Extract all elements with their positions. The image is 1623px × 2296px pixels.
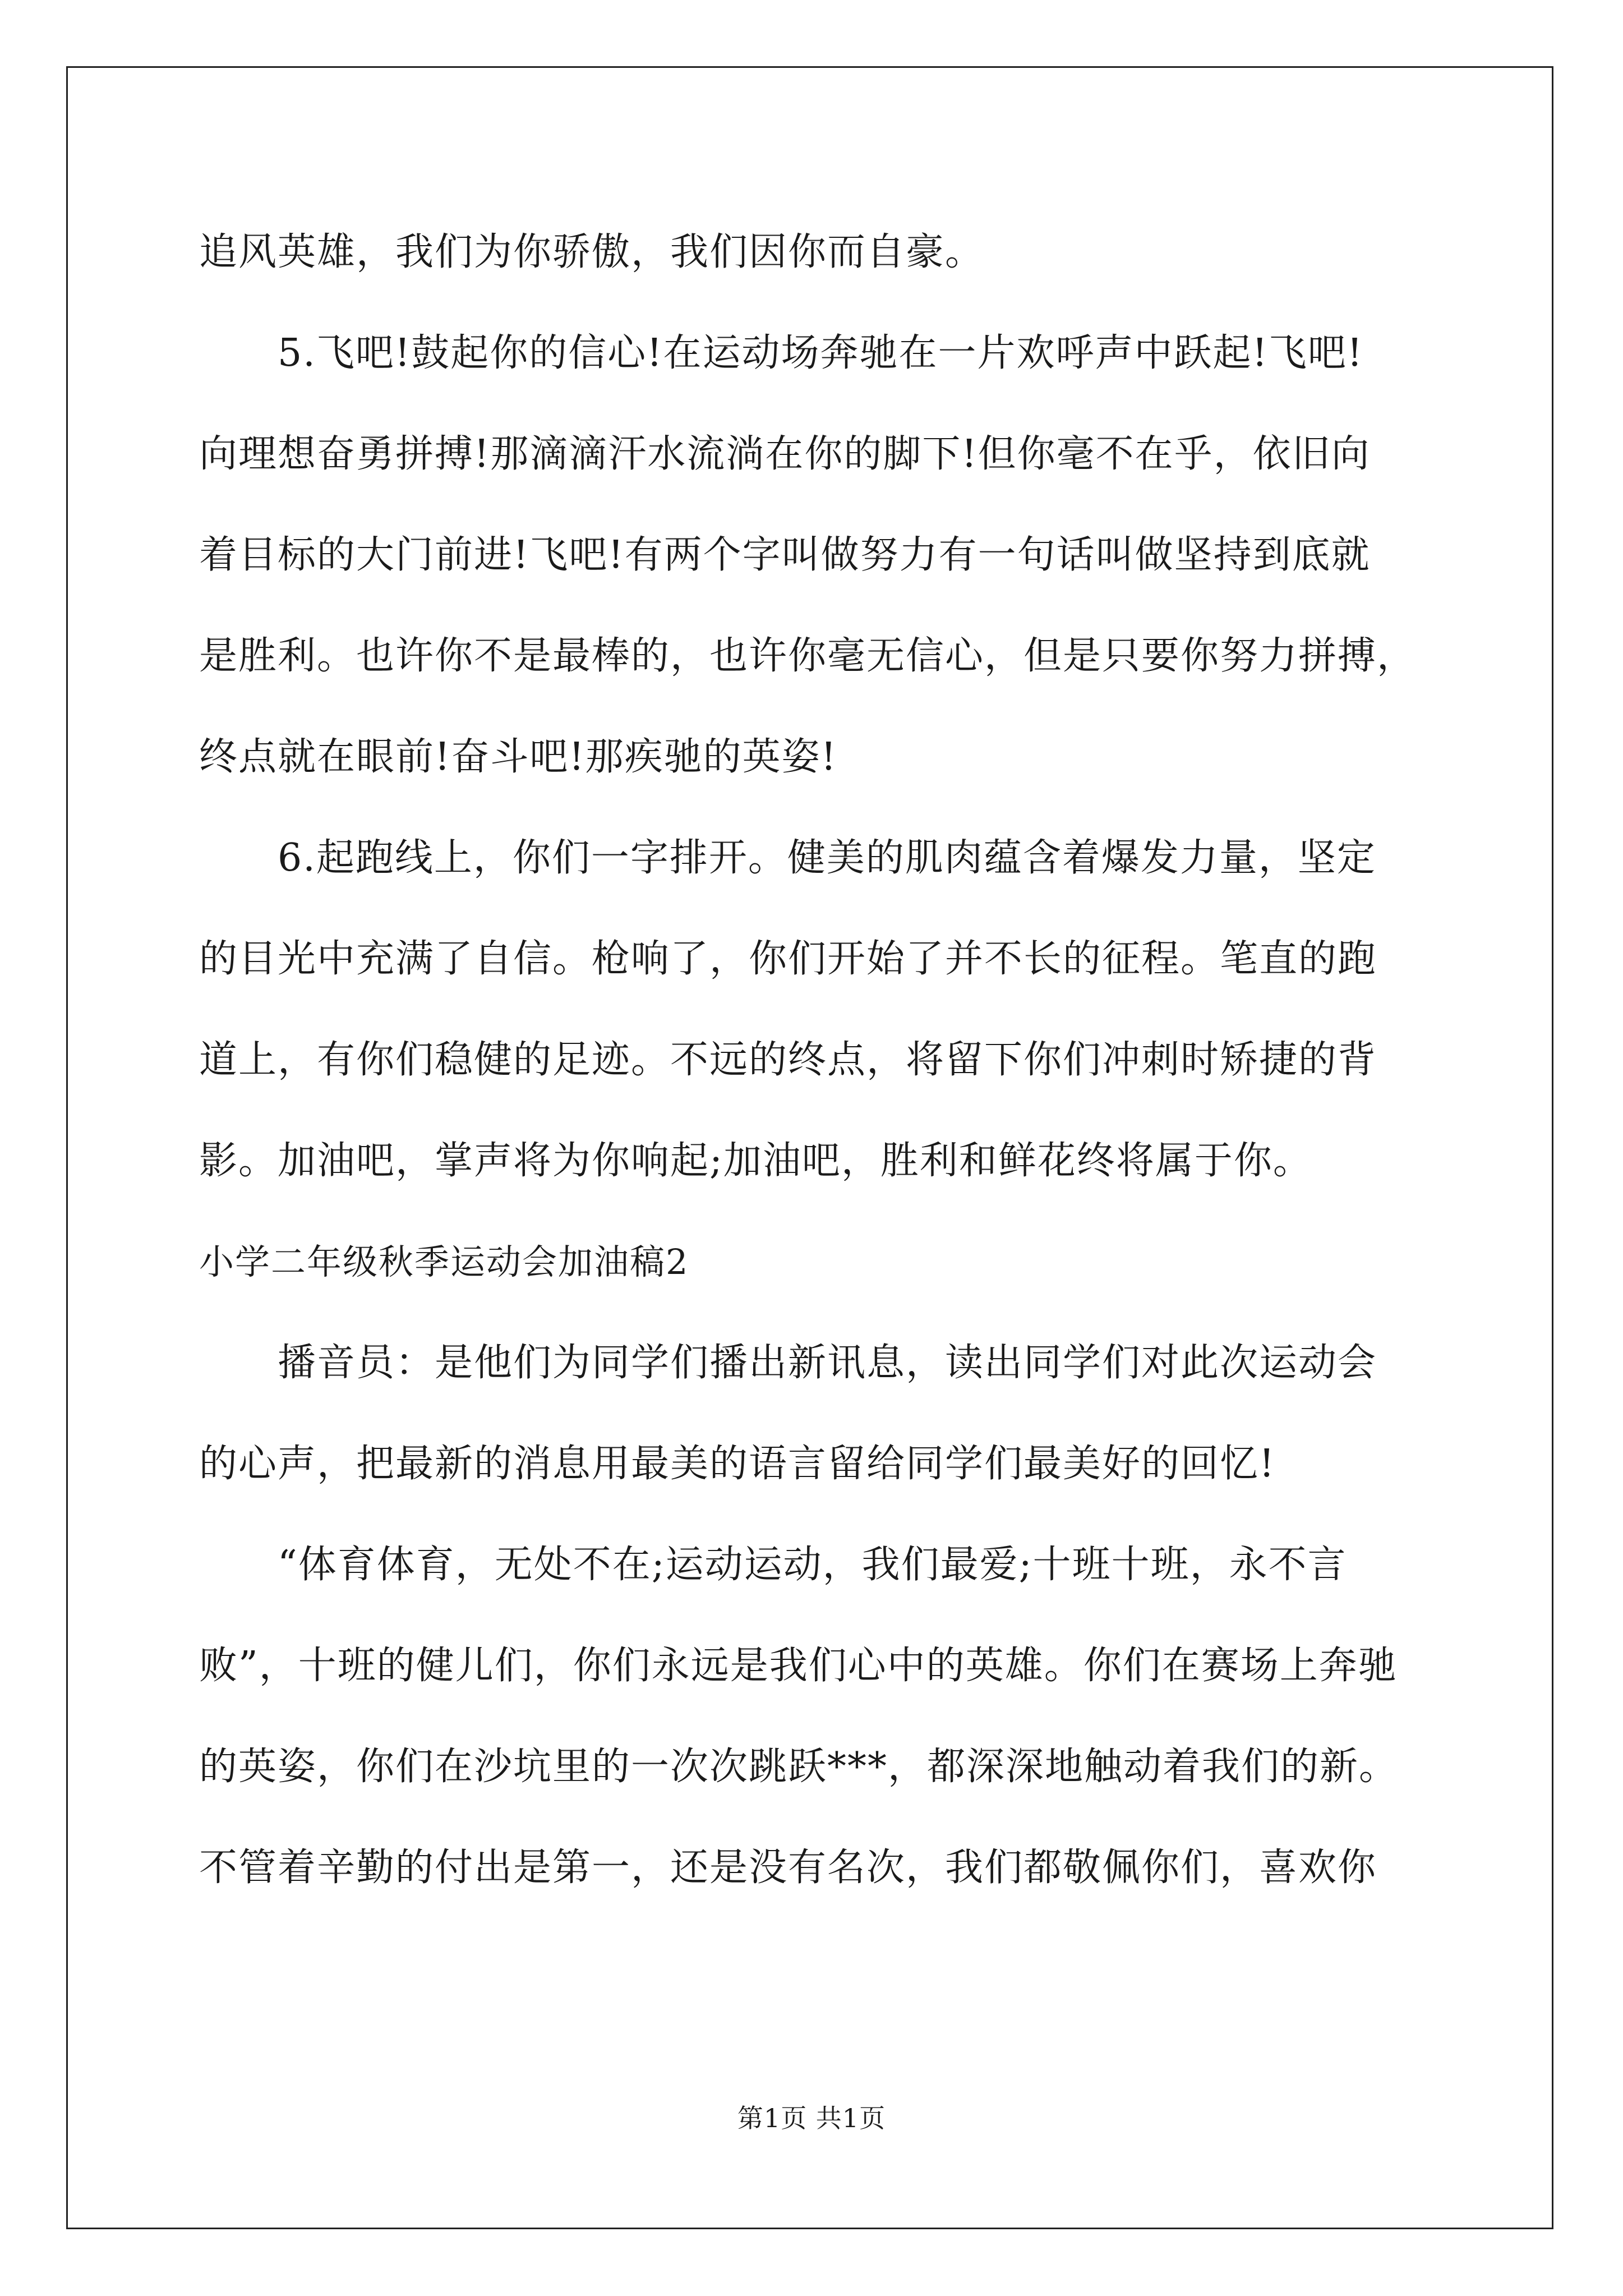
text-line: 6.起跑线上，你们一字排开。健美的肌肉蕴含着爆发力量，坚定 (278, 836, 1376, 880)
text-line: 道上，有你们稳健的足迹。不远的终点，将留下你们冲刺时矫捷的背 (199, 1038, 1377, 1082)
text-line: 不管着辛勤的付出是第一，还是没有名次，我们都敬佩你们，喜欢你 (199, 1846, 1377, 1890)
text-line: 败”，十班的健儿们，你们永远是我们心中的英雄。你们在赛场上奔驰 (199, 1644, 1398, 1688)
section-heading: 小学二年级秋季运动会加油稿2 (199, 1241, 689, 1282)
text-line: 播音员：是他们为同学们播出新讯息，读出同学们对此次运动会 (278, 1341, 1377, 1385)
text-line: 的目光中充满了自信。枪响了，你们开始了并不长的征程。笔直的跑 (199, 937, 1377, 981)
text-line: 的心声，把最新的消息用最美的语言留给同学们最美好的回忆! (199, 1442, 1276, 1486)
text-line: 向理想奋勇拼搏!那滴滴汗水流淌在你的脚下!但你毫不在乎，依旧向 (199, 432, 1371, 476)
text-line: 的英姿，你们在沙坑里的一次次跳跃***，都深深地触动着我们的新。 (199, 1745, 1399, 1789)
text-line: 是胜利。也许你不是最棒的，也许你毫无信心，但是只要你努力拼搏， (199, 634, 1417, 678)
text-line: 影。加油吧，掌声将为你响起;加油吧，胜利和鲜花终将属于你。 (199, 1139, 1312, 1183)
document-body (199, 202, 1427, 1918)
text-line: 5.飞吧!鼓起你的信心!在运动场奔驰在一片欢呼声中跃起!飞吧! (278, 331, 1364, 375)
text-line: 终点就在眼前!奋斗吧!那疾驰的英姿! (199, 735, 837, 779)
text-line: “体育体育，无处不在;运动运动，我们最爱;十班十班，永不言 (278, 1543, 1347, 1587)
text-line: 追风英雄，我们为你骄傲，我们因你而自豪。 (199, 230, 985, 274)
page-number-footer: 第1页 共1页 (737, 2103, 886, 2133)
text-line: 着目标的大门前进!飞吧!有两个字叫做努力有一句话叫做坚持到底就 (199, 533, 1371, 577)
